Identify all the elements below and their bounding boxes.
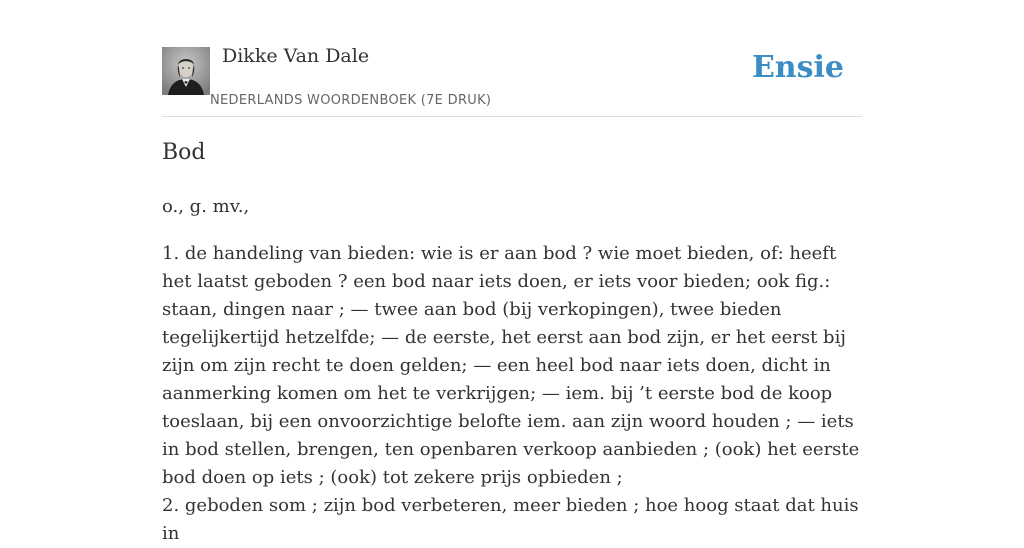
entry-content: [162, 193, 862, 548]
definition-1: 1. de handeling van bieden: wie is er aan bod ? wie moet bieden, of: heeft het laatst geboden ? een bod naar iets doen, er iets voor bieden; ook fig.: staan, dingen naar ; — twee aan bod (bij verkopingen), twee bieden tegelijkertijd hetzelfde; — de eerste, het eerst aan bod zijn, er het eerst bij zijn om zijn recht te doen gelden; — een heel bod naar iets doen, dicht in aanmerking komen om het te verkrijgen; — iem. bij ’t eerste bod de koop toeslaan, bij een onvoorzichtige belofte iem. aan zijn woord houden ; — iets in bod stellen, brengen, ten openbaren verkoop aanbieden ; (ook) het eerste bod doen op iets ; (ook) tot zekere prijs opbieden ;: [162, 243, 860, 488]
author-name[interactable]: Dikke Van Dale: [222, 45, 370, 67]
author-avatar[interactable]: [162, 47, 210, 95]
entry-title: Bod: [162, 140, 206, 165]
header: [162, 0, 862, 117]
article-container: [162, 0, 862, 544]
definition-2: 2. geboden som ; zijn bod verbeteren, meer bieden ; hoe hoog staat dat huis in: [162, 495, 859, 544]
source-title: NEDERLANDS WOORDENBOEK (7E DRUK): [210, 93, 492, 108]
grammar-info: o., g. mv.,: [162, 196, 250, 217]
portrait-icon: [162, 47, 210, 95]
ensie-logo[interactable]: Ensie: [751, 50, 844, 85]
